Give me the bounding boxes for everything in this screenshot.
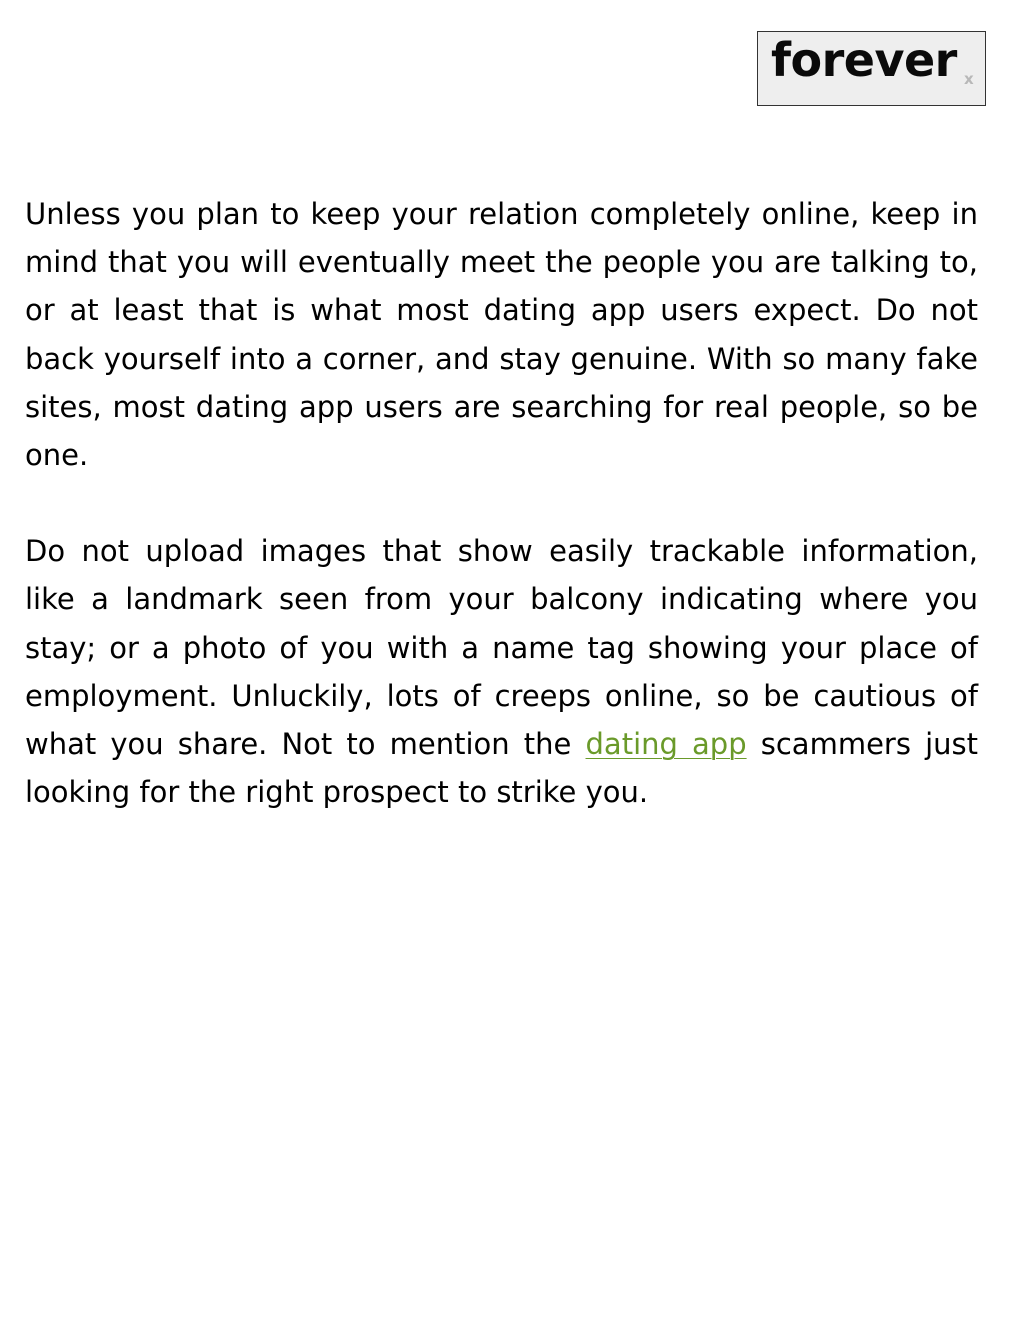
brand-logo	[757, 31, 986, 106]
article-body	[25, 190, 978, 816]
paragraph-meeting-in-person: Unless you plan to keep your relation completely online, keep in mind that you will eventually meet the people you are talking to, or at least that is what most dating app users expect. Do not back yourself into a corner, and stay genuine. With so many fake sites, most dating app users are searching for real people, so be one.	[25, 197, 978, 473]
paragraph-image-safety	[25, 527, 978, 816]
logo-x-mark: x	[964, 70, 974, 88]
paragraph-text-after-link: scammers just looking for the right prospect to strike you.	[25, 727, 978, 810]
paragraph-text-before-link: Do not upload images that show easily trackable information, like a landmark seen from your balcony indicating where you stay; or a photo of you with a name tag showing your place of employment. Unluckily, lots of creeps online, so be cautious of what you share. Not to mention the	[25, 534, 978, 762]
dating-app-link[interactable]: dating app	[585, 727, 747, 762]
logo-wordmark: forever	[771, 33, 957, 87]
